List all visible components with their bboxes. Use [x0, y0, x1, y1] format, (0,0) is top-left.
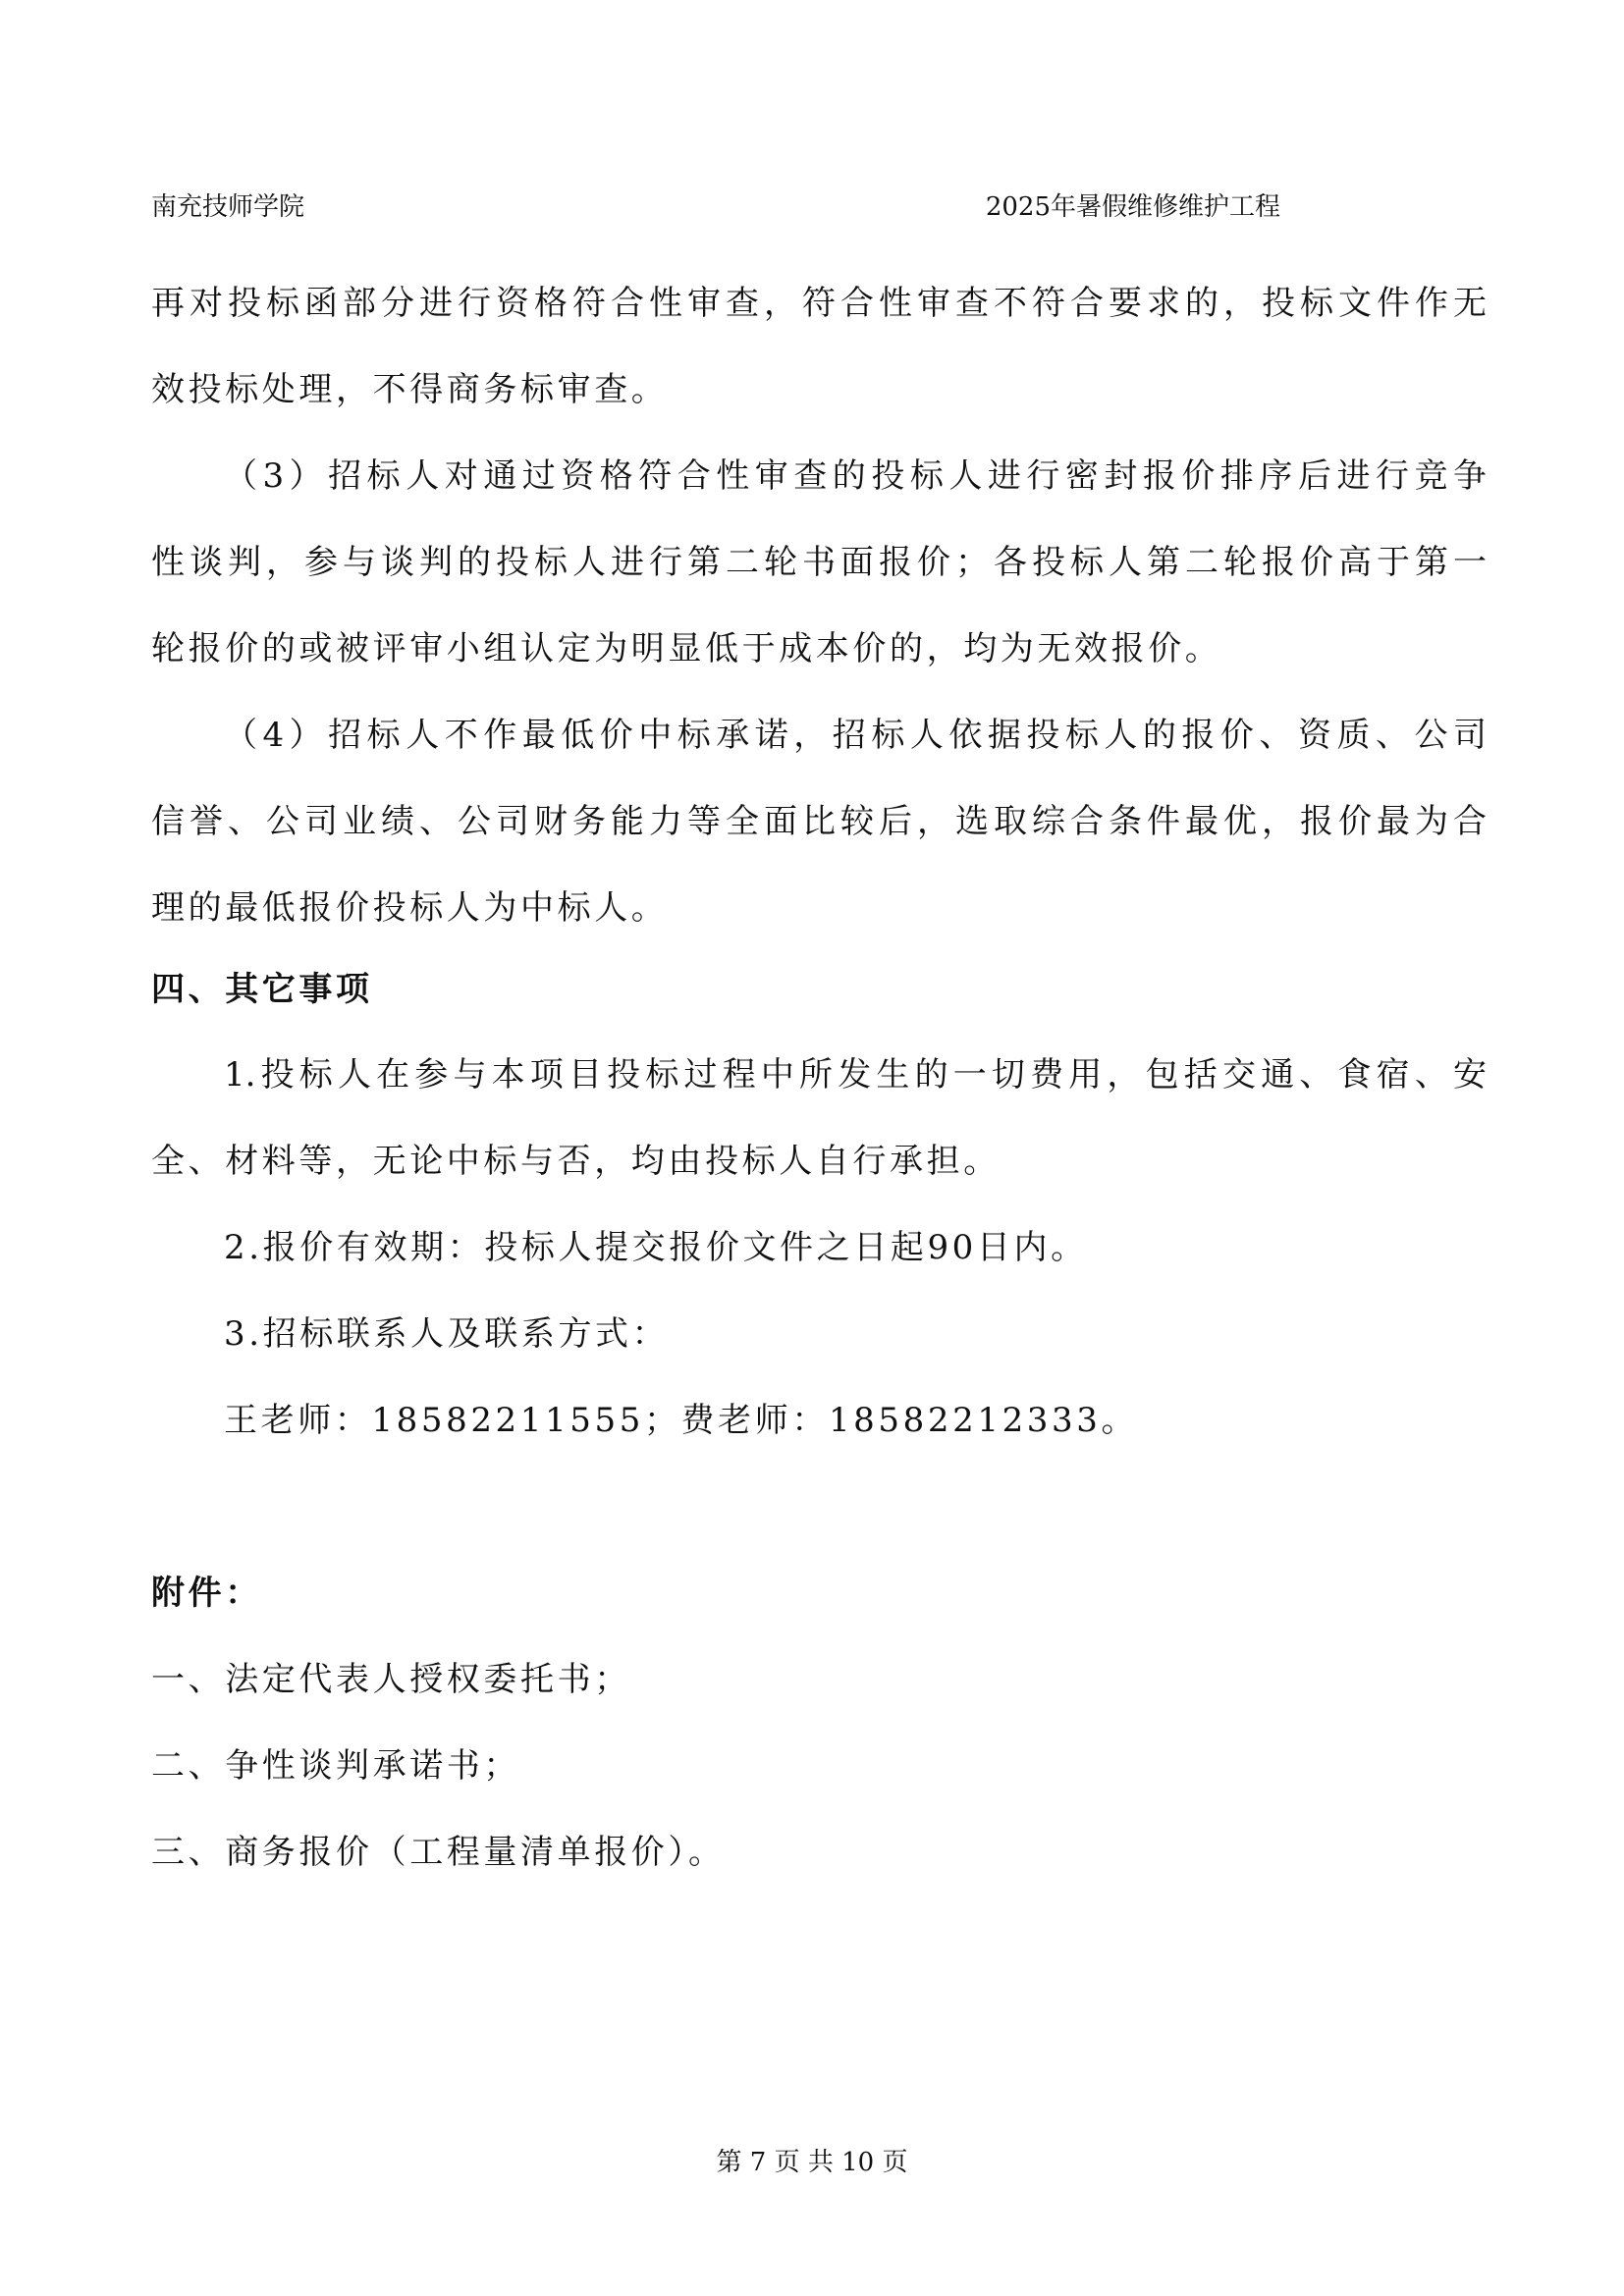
paragraph-3-line-3: 理的最低报价投标人为中标人。 [151, 888, 669, 928]
header-project-name: 2025年暑假维修维护工程 [985, 192, 1280, 222]
attachments-heading: 附件： [151, 1574, 262, 1613]
paragraph-3-line-2: 信誉、公司业绩、公司财务能力等全面比较后，选取综合条件最优，报价最为合 [151, 802, 1487, 841]
attachment-1: 一、法定代表人授权委托书； [151, 1660, 631, 1699]
page-header [151, 187, 1280, 226]
header-school-name: 南充技师学院 [151, 192, 305, 222]
item-3: 3.招标联系人及联系方式： [224, 1314, 670, 1354]
paragraph-3-line-1: （4）招标人不作最低价中标承诺，招标人依据投标人的报价、资质、公司 [224, 716, 1487, 755]
attachment-2: 二、争性谈判承诺书； [151, 1746, 520, 1786]
item-1-line-2: 全、材料等，无论中标与否，均由投标人自行承担。 [151, 1142, 1001, 1181]
section-4-heading: 四、其它事项 [151, 970, 373, 1009]
paragraph-2-line-2: 性谈判，参与谈判的投标人进行第二轮书面报价；各投标人第二轮报价高于第一 [151, 543, 1487, 582]
paragraph-1-line-1: 再对投标函部分进行资格符合性审查，符合性审查不符合要求的，投标文件作无 [151, 284, 1487, 323]
attachment-3: 三、商务报价（工程量清单报价）。 [151, 1833, 726, 1872]
item-2: 2.报价有效期：投标人提交报价文件之日起90日内。 [224, 1228, 1088, 1267]
page-number-footer: 第 7 页 共 10 页 [716, 2148, 908, 2177]
paragraph-2-line-3: 轮报价的或被评审小组认定为明显低于成本价的，均为无效报价。 [151, 629, 1222, 668]
paragraph-2-line-1: （3）招标人对通过资格符合性审查的投标人进行密封报价排序后进行竞争 [224, 456, 1487, 496]
paragraph-1-line-2: 效投标处理，不得商务标审查。 [151, 370, 669, 409]
contact-info: 王老师：18582211555；费老师：18582212333。 [224, 1401, 1139, 1440]
item-1-line-1: 1.投标人在参与本项目投标过程中所发生的一切费用，包括交通、食宿、安 [224, 1055, 1487, 1095]
